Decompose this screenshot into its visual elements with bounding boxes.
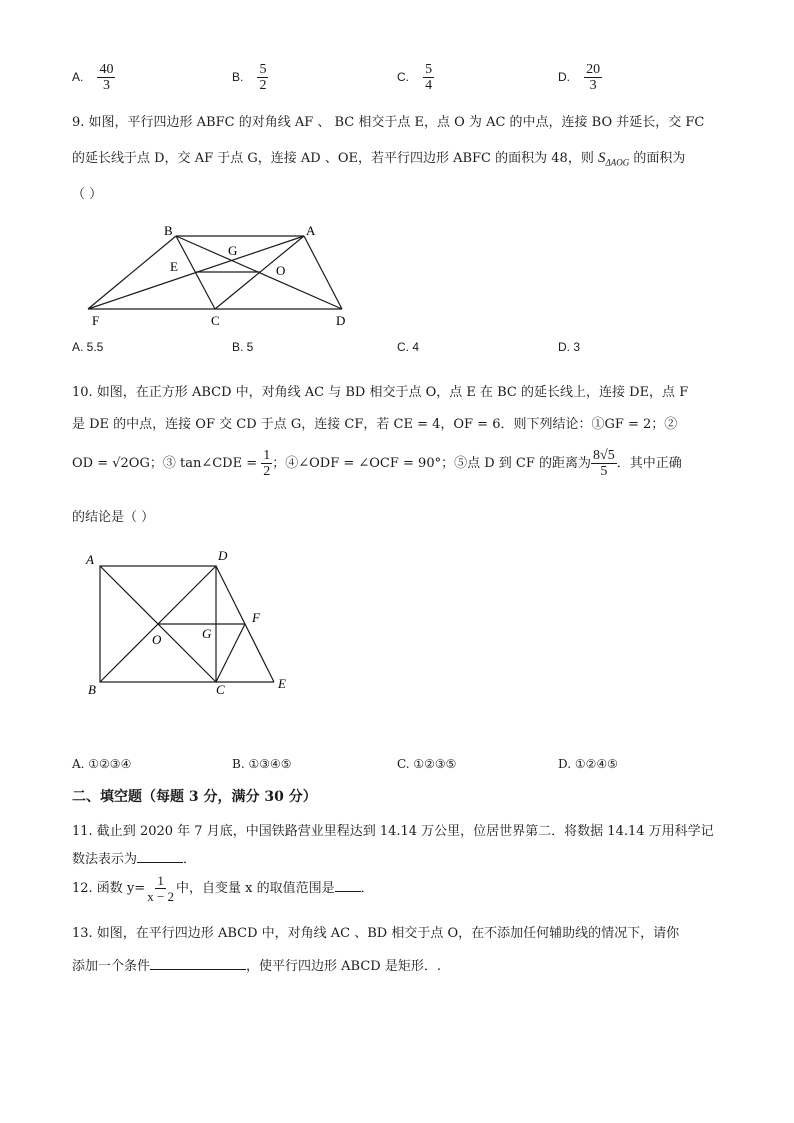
q11-line-2 <box>72 848 196 867</box>
q12-prefix: 12. 函数 y= <box>72 881 146 896</box>
label-a: A <box>86 552 94 567</box>
q10-line-3-tail: ．其中正确 <box>616 456 682 471</box>
q10-line-1: 10. 如图，在正方形 ABCD 中，对角线 AC 与 BD 相交于点 O，点 E 在 BC 的延长线上，连接 DE，点 F <box>72 385 689 400</box>
q9-line-1: 9. 如图，平行四边形 ABFC 的对角线 AF 、 BC 相交于点 E，点 O 为 AC 的中点，连接 BO 并延长，交 FC <box>72 115 705 130</box>
option-label: A. <box>72 70 84 84</box>
segment-ad <box>304 236 342 309</box>
label-e: E <box>278 676 286 691</box>
q10-line-4: 的结论是（ ） <box>72 510 155 525</box>
q13-line-1: 13. 如图，在平行四边形 ABCD 中，对角线 AC 、BD 相交于点 O，在不添加任何辅助线的情况下，请你 <box>72 926 680 941</box>
label-f: F <box>252 610 260 625</box>
fraction-denominator: 2 <box>259 78 267 93</box>
q10-line-3 <box>72 448 682 479</box>
area-subscript: ΔAOG <box>605 157 630 168</box>
fraction-denominator: 3 <box>102 78 110 93</box>
fraction-numerator: 1 <box>157 873 164 888</box>
q9-figure <box>80 222 380 332</box>
q8-option-a <box>72 62 115 93</box>
label-o: O <box>152 632 162 647</box>
label-f: F <box>92 313 100 328</box>
q13-line-2-tail: ，使平行四边形 ABCD 是矩形．. <box>246 959 441 974</box>
q9-line-3: （ ） <box>72 187 103 202</box>
answer-blank[interactable] <box>150 957 246 970</box>
fraction-numerator: 40 <box>99 62 114 77</box>
label-g: G <box>228 243 238 258</box>
option-label: C. <box>397 70 409 84</box>
fraction <box>257 62 268 93</box>
label-c: C <box>216 682 225 697</box>
fraction-denominator: 4 <box>425 78 433 93</box>
fraction-numerator: 8√5 <box>593 448 615 463</box>
fraction <box>261 448 272 479</box>
q9-line-2-text: 的延长线于点 D，交 AF 于点 G，连接 AD 、OE，若平行四边形 ABFC 的面积为 48，则 <box>72 151 598 166</box>
answer-blank[interactable] <box>335 879 361 892</box>
q8-option-b <box>232 62 268 93</box>
label-d: D <box>218 548 228 563</box>
q10-figure <box>82 548 312 698</box>
q9-option-a: A. 5.5 <box>72 340 104 354</box>
fraction-numerator: 20 <box>586 62 601 77</box>
q12-line <box>72 873 374 904</box>
q8-option-d <box>558 62 602 93</box>
fraction <box>97 62 115 93</box>
q9-line-2 <box>72 147 685 168</box>
fraction <box>145 873 176 904</box>
q9-option-b: B. 5 <box>232 340 254 354</box>
fraction-denominator: 5 <box>600 464 608 479</box>
segment-cf <box>216 624 245 682</box>
q11-line-1: 11. 截止到 2020 年 7 月底，中国铁路营业里程达到 14.14 万公里，位居世界第二．将数据 14.14 万用科学记 <box>72 824 714 839</box>
q10-option-b: B. ①③④⑤ <box>232 757 292 771</box>
segment-bf <box>88 236 176 309</box>
q9-option-c: C. 4 <box>397 340 420 354</box>
section-heading: 二、填空题（每题 3 分，满分 30 分） <box>72 789 317 805</box>
label-c: C <box>211 313 220 328</box>
q10-option-a: A. ①②③④ <box>72 757 132 771</box>
fraction-denominator: 2 <box>263 464 271 479</box>
label-d: D <box>336 313 346 328</box>
q9-line-2-tail: 的面积为 <box>629 151 686 166</box>
q11-line-2-text: 数法表示为 <box>72 852 138 867</box>
q12-suffix: 中，自变量 x 的取值范围是 <box>176 881 335 896</box>
fraction-denominator: x − 2 <box>147 889 175 904</box>
fraction-numerator: 5 <box>425 62 433 77</box>
q9-option-d: D. 3 <box>558 340 581 354</box>
fraction <box>423 62 434 93</box>
q12-end: ． <box>360 881 374 896</box>
fraction-numerator: 5 <box>259 62 267 77</box>
q8-option-c <box>397 62 434 93</box>
fraction <box>591 448 617 479</box>
label-g: G <box>202 626 212 641</box>
fraction <box>584 62 602 93</box>
q8-options-row <box>72 62 722 102</box>
label-a: A <box>306 223 316 238</box>
q11-line-2-end: ． <box>183 852 197 867</box>
option-label: D. <box>558 70 570 84</box>
label-b: B <box>164 223 173 238</box>
area-symbol: S <box>597 150 606 166</box>
label-o: O <box>276 263 286 278</box>
q13-line-2 <box>72 955 441 974</box>
fraction-numerator: 1 <box>263 448 271 463</box>
q10-line-3-mid: ；④∠ODF = ∠OCF = 90°；⑤点 D 到 CF 的距离为 <box>272 456 592 471</box>
q9-options-row <box>72 340 722 356</box>
q10-option-d: D. ①②④⑤ <box>558 757 618 771</box>
q10-line-2: 是 DE 的中点，连接 OF 交 CD 于点 G，连接 CF，若 CE = 4，OF = 6．则下列结论：①GF = 2；② <box>72 417 678 432</box>
label-b: B <box>88 682 96 697</box>
q10-options-row <box>72 757 722 773</box>
option-label: B. <box>232 70 244 84</box>
fraction-denominator: 3 <box>589 78 597 93</box>
q10-line-3-text: OD = √2OG；③ tan∠CDE = <box>72 456 262 471</box>
q13-line-2-text: 添加一个条件 <box>72 959 151 974</box>
q10-option-c: C. ①②③⑤ <box>397 757 457 771</box>
label-e: E <box>170 259 178 274</box>
answer-blank[interactable] <box>137 850 183 863</box>
